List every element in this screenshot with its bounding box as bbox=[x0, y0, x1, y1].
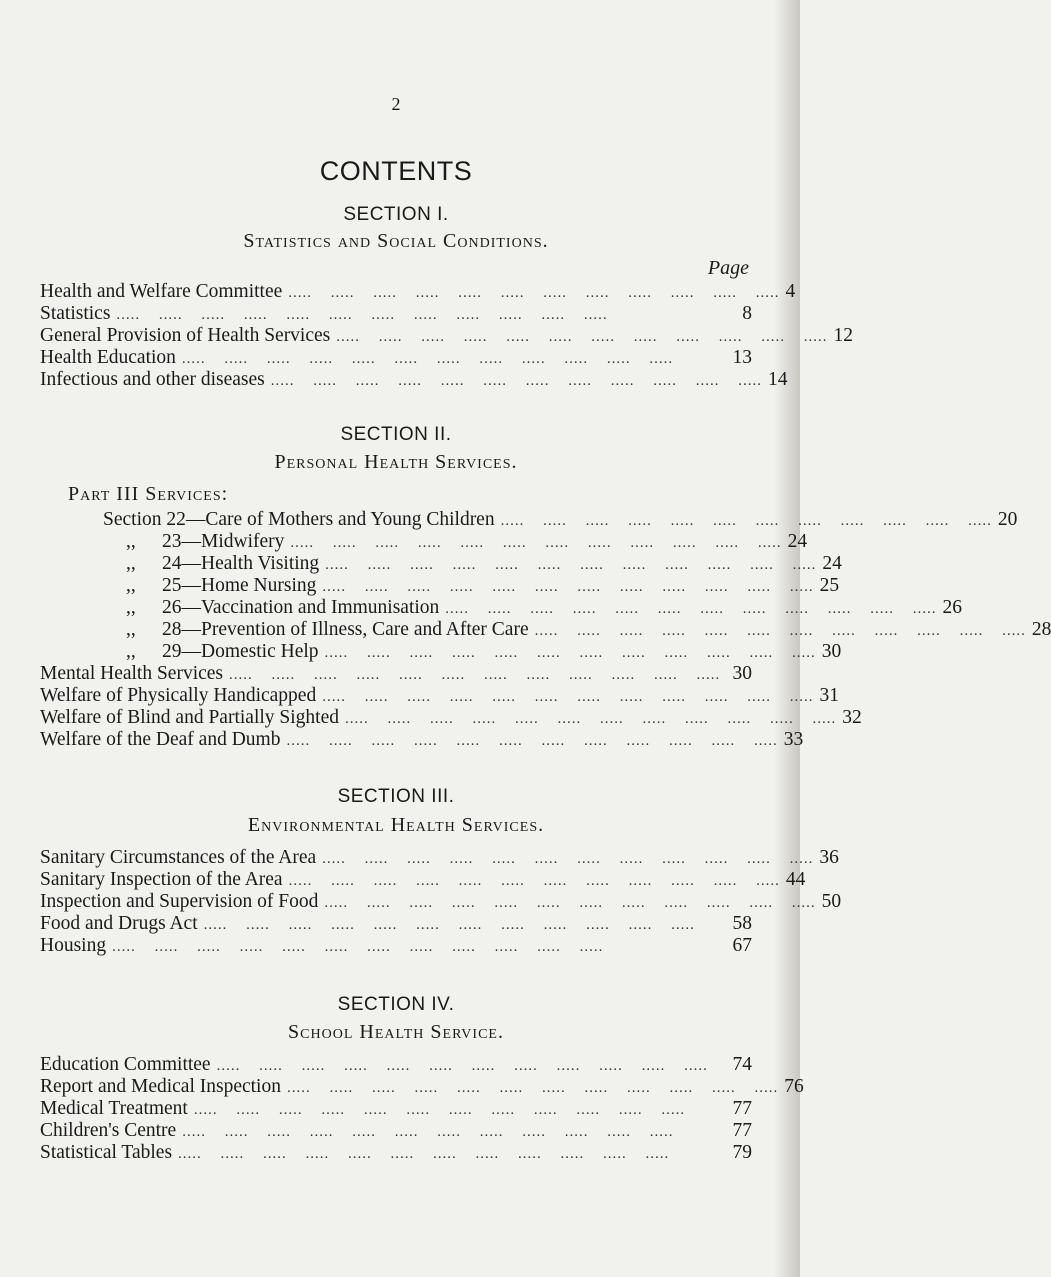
toc-entry-label: Sanitary Circumstances of the Area bbox=[40, 847, 317, 868]
section-1-subheading: Statistics and Social Conditions. bbox=[243, 230, 549, 252]
toc-entry-label: Statistics bbox=[40, 303, 111, 324]
section-4-subheading: School Health Service. bbox=[288, 1021, 504, 1043]
toc-entry-page: 74 bbox=[732, 1054, 752, 1075]
dot-leader: ..... ..... ..... ..... ..... ..... ..... ..... ..... ..... ..... ..... bbox=[229, 667, 721, 683]
section-1-heading: SECTION I. bbox=[343, 204, 449, 225]
toc-entry-label: 25—Home Nursing bbox=[162, 575, 317, 596]
dot-leader: ..... ..... ..... ..... ..... ..... ..... ..... ..... ..... ..... ..... bbox=[445, 601, 937, 617]
toc-entry bbox=[40, 891, 842, 913]
toc-entry-page: 77 bbox=[732, 1098, 752, 1119]
page-column-header: Page bbox=[707, 257, 749, 279]
dot-leader: ..... ..... ..... ..... ..... ..... ..... ..... ..... ..... ..... ..... bbox=[288, 285, 780, 301]
toc-entry-label: Inspection and Supervision of Food bbox=[40, 891, 319, 912]
toc-entry bbox=[126, 553, 842, 575]
toc-entry-label: Welfare of Blind and Partially Sighted bbox=[40, 707, 339, 728]
dot-leader: ..... ..... ..... ..... ..... ..... ..... ..... ..... ..... ..... ..... bbox=[112, 939, 604, 955]
page-title: CONTENTS bbox=[319, 156, 473, 186]
dot-leader: ..... ..... ..... ..... ..... ..... ..... ..... ..... ..... ..... ..... bbox=[336, 329, 828, 345]
toc-entry-label: General Provision of Health Services bbox=[40, 325, 331, 346]
page-number: 2 bbox=[391, 94, 401, 114]
toc-entry-label: Children's Centre bbox=[40, 1120, 177, 1141]
toc-entry-label: Infectious and other diseases bbox=[40, 369, 265, 390]
dot-leader: ..... ..... ..... ..... ..... ..... ..... ..... ..... ..... ..... ..... bbox=[203, 917, 695, 933]
toc-entry bbox=[40, 663, 752, 685]
dot-leader: ..... ..... ..... ..... ..... ..... ..... ..... ..... ..... ..... ..... bbox=[344, 711, 837, 727]
dot-leader: ..... ..... ..... ..... ..... ..... ..... ..... ..... ..... ..... ..... bbox=[288, 873, 780, 889]
toc-entry bbox=[40, 707, 862, 729]
dot-leader: ..... ..... ..... ..... ..... ..... ..... ..... ..... ..... ..... ..... bbox=[181, 351, 674, 367]
toc-entry-label: 28—Prevention of Illness, Care and After Care bbox=[162, 619, 529, 640]
section-3-heading: SECTION III. bbox=[337, 786, 455, 807]
toc-entry-label: Welfare of Physically Handicapped bbox=[40, 685, 317, 706]
dot-leader: ..... ..... ..... ..... ..... ..... ..... ..... ..... ..... ..... ..... bbox=[322, 579, 814, 595]
dot-leader: ..... ..... ..... ..... ..... ..... ..... ..... ..... ..... ..... ..... bbox=[270, 373, 762, 389]
toc-entry bbox=[40, 935, 752, 957]
toc-entry-page: 4 bbox=[785, 281, 796, 302]
toc-entry-page: 25 bbox=[819, 575, 840, 596]
toc-entry bbox=[40, 1120, 752, 1142]
toc-entry bbox=[40, 369, 788, 391]
section-4-heading: SECTION IV. bbox=[337, 994, 455, 1015]
toc-entry-page: 20 bbox=[997, 509, 1018, 530]
toc-entry-page: 13 bbox=[732, 347, 752, 368]
toc-entry bbox=[40, 847, 839, 869]
toc-entry-page: 14 bbox=[767, 369, 788, 390]
dot-leader: ..... ..... ..... ..... ..... ..... ..... ..... ..... ..... ..... ..... bbox=[324, 895, 816, 911]
toc-entry bbox=[40, 1054, 752, 1076]
toc-entry bbox=[126, 575, 840, 597]
toc-entry-label: Welfare of the Deaf and Dumb bbox=[40, 729, 281, 750]
dot-leader: ..... ..... ..... ..... ..... ..... ..... ..... ..... ..... ..... ..... bbox=[193, 1102, 686, 1118]
dot-leader: ..... ..... ..... ..... ..... ..... ..... ..... ..... ..... ..... ..... bbox=[116, 307, 608, 323]
ditto-mark: ,, bbox=[126, 597, 136, 618]
toc-entry bbox=[126, 619, 1051, 641]
toc-entry-page: 76 bbox=[784, 1076, 804, 1097]
dot-leader: ..... ..... ..... ..... ..... ..... ..... ..... ..... ..... ..... ..... bbox=[324, 645, 816, 661]
toc-entry-page: 28 bbox=[1031, 619, 1051, 640]
toc-entry bbox=[40, 685, 839, 707]
dot-leader: ..... ..... ..... ..... ..... ..... ..... ..... ..... ..... ..... ..... bbox=[286, 1080, 779, 1096]
toc-entry-page: 58 bbox=[732, 913, 752, 934]
ditto-mark: ,, bbox=[126, 575, 136, 596]
toc-entry bbox=[126, 531, 808, 553]
dot-leader: ..... ..... ..... ..... ..... ..... ..... ..... ..... ..... ..... ..... bbox=[290, 535, 782, 551]
toc-entry bbox=[40, 1142, 752, 1164]
ditto-mark: ,, bbox=[126, 641, 136, 662]
ditto-mark: ,, bbox=[126, 619, 136, 640]
toc-entry-label: 24—Health Visiting bbox=[162, 553, 320, 574]
toc-entry-label: Education Committee bbox=[40, 1054, 211, 1075]
toc-entry bbox=[126, 597, 963, 619]
toc-entry-page: 24 bbox=[822, 553, 842, 574]
dot-leader: ..... ..... ..... ..... ..... ..... ..... ..... ..... ..... ..... ..... bbox=[286, 733, 778, 749]
toc-entry-page: 26 bbox=[942, 597, 963, 618]
toc-entry bbox=[40, 303, 752, 325]
toc-entry-label: Report and Medical Inspection bbox=[40, 1076, 281, 1097]
dot-leader: ..... ..... ..... ..... ..... ..... ..... ..... ..... ..... ..... ..... bbox=[325, 557, 817, 573]
toc-entry bbox=[126, 641, 842, 663]
toc-entry bbox=[103, 509, 1018, 531]
toc-entry bbox=[40, 325, 854, 347]
toc-entry bbox=[40, 1098, 752, 1120]
toc-entry-label: 29—Domestic Help bbox=[162, 641, 319, 662]
toc-entry-label: 26—Vaccination and Immunisation bbox=[162, 597, 440, 618]
toc-entry-page: 12 bbox=[833, 325, 854, 346]
toc-entry-page: 50 bbox=[821, 891, 842, 912]
toc-entry-page: 79 bbox=[732, 1142, 752, 1163]
toc-entry bbox=[40, 729, 804, 751]
dot-leader: ..... ..... ..... ..... ..... ..... ..... ..... ..... ..... ..... ..... bbox=[178, 1146, 670, 1162]
toc-entry-label: Medical Treatment bbox=[40, 1098, 188, 1119]
toc-entry-page: 32 bbox=[842, 707, 862, 728]
toc-entry-page: 8 bbox=[742, 303, 752, 324]
dot-leader: ..... ..... ..... ..... ..... ..... ..... ..... ..... ..... ..... ..... bbox=[322, 689, 814, 705]
section-3-subheading: Environmental Health Services. bbox=[247, 814, 545, 836]
toc-entry-page: 77 bbox=[732, 1120, 752, 1141]
toc-entry-label: Health Education bbox=[40, 347, 176, 368]
toc-entry-page: 33 bbox=[783, 729, 804, 750]
toc-entry-page: 24 bbox=[787, 531, 808, 552]
toc-entry-label: Housing bbox=[40, 935, 107, 956]
toc-entry-page: 31 bbox=[819, 685, 839, 706]
toc-entry-label: Sanitary Inspection of the Area bbox=[40, 869, 283, 890]
dot-leader: ..... ..... ..... ..... ..... ..... ..... ..... ..... ..... ..... ..... bbox=[322, 851, 814, 867]
toc-entry-label: 23—Midwifery bbox=[162, 531, 285, 552]
toc-entry-label: Mental Health Services bbox=[40, 663, 224, 684]
toc-entry-label: Food and Drugs Act bbox=[40, 913, 198, 934]
toc-entry-page: 36 bbox=[819, 847, 839, 868]
dot-leader: ..... ..... ..... ..... ..... ..... ..... ..... ..... ..... ..... ..... bbox=[216, 1058, 708, 1074]
dot-leader: ..... ..... ..... ..... ..... ..... ..... ..... ..... ..... ..... ..... bbox=[500, 513, 992, 529]
section-2-subheading: Personal Health Services. bbox=[274, 451, 518, 473]
toc-entry-page: 30 bbox=[821, 641, 842, 662]
ditto-mark: ,, bbox=[126, 531, 136, 552]
toc-entry-page: 30 bbox=[732, 663, 752, 684]
toc-entry bbox=[40, 869, 806, 891]
dot-leader: ..... ..... ..... ..... ..... ..... ..... ..... ..... ..... ..... ..... bbox=[182, 1124, 674, 1140]
toc-entry bbox=[40, 347, 752, 369]
toc-entry-page: 67 bbox=[732, 935, 752, 956]
toc-entry bbox=[40, 1076, 804, 1098]
dot-leader: ..... ..... ..... ..... ..... ..... ..... ..... ..... ..... ..... ..... bbox=[534, 623, 1026, 639]
toc-entry-label: Health and Welfare Committee bbox=[40, 281, 283, 302]
ditto-mark: ,, bbox=[126, 553, 136, 574]
part-heading: Part III Services: bbox=[68, 483, 229, 505]
toc-entry-label: Statistical Tables bbox=[40, 1142, 173, 1163]
toc-entry-label: Section 22—Care of Mothers and Young Children bbox=[103, 509, 495, 530]
section-2-heading: SECTION II. bbox=[340, 424, 452, 445]
toc-entry-page: 44 bbox=[785, 869, 806, 890]
toc-entry bbox=[40, 281, 796, 303]
toc-entry bbox=[40, 913, 752, 935]
